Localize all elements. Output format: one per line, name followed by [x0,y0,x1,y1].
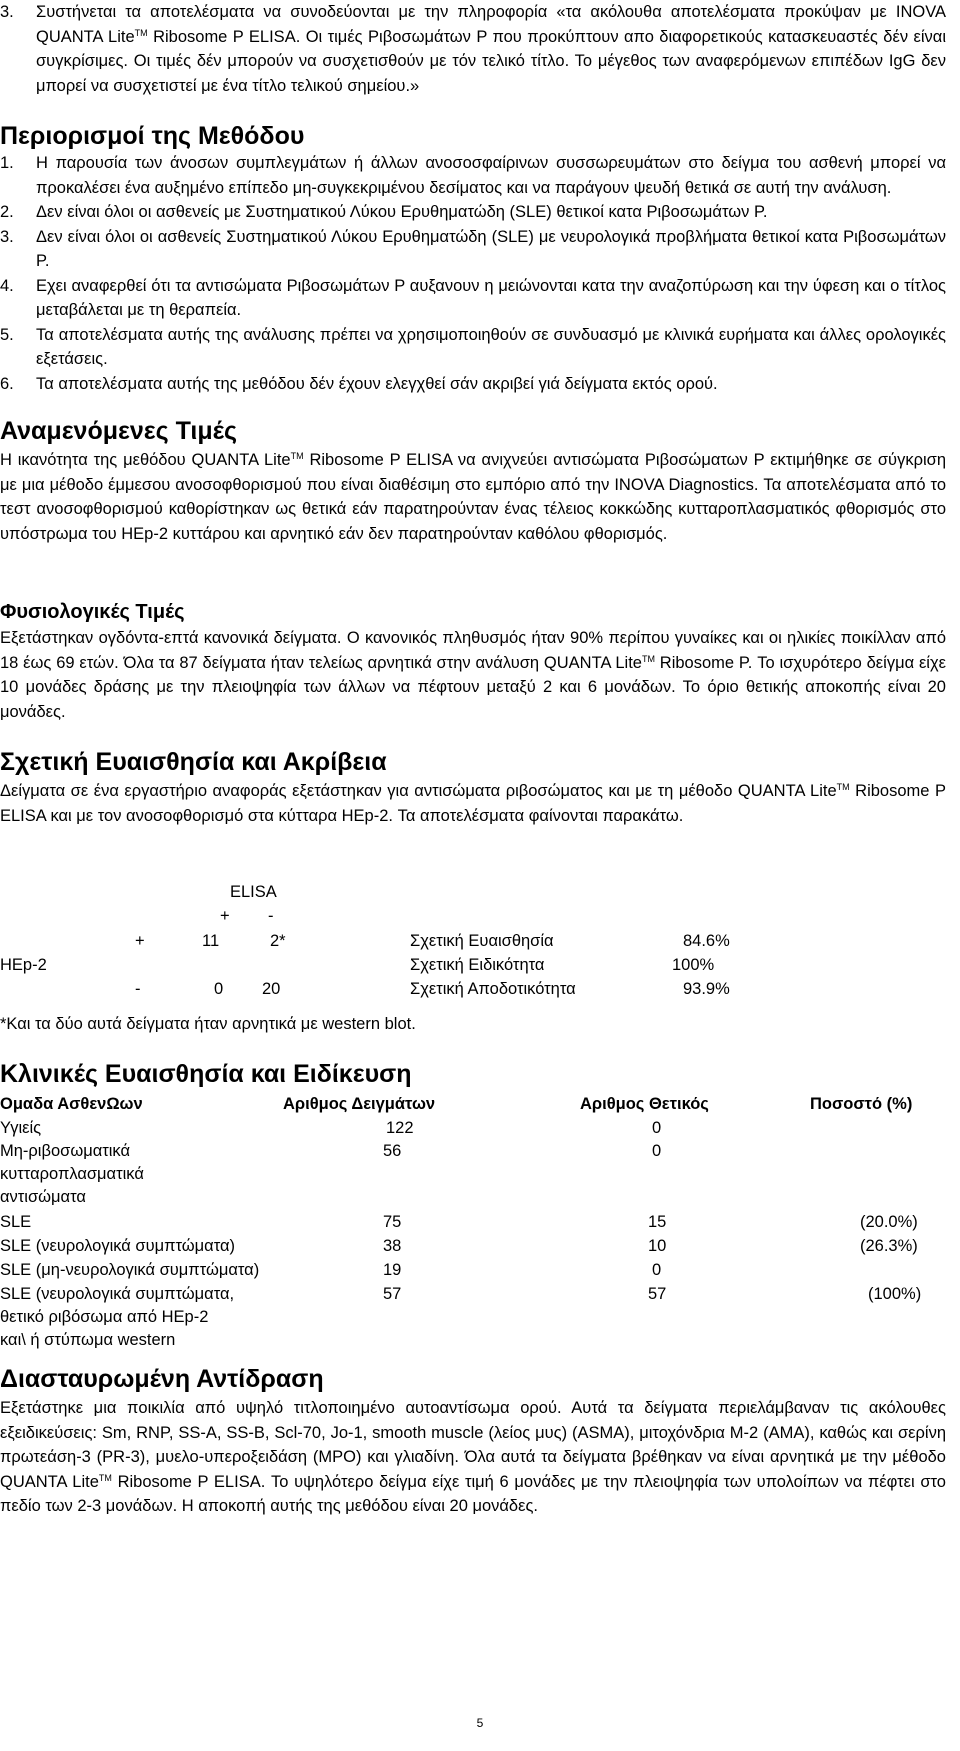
interpretation-item-3 [0,0,946,98]
row-positive: 0 [652,1142,662,1160]
row-percent: (20.0%) [860,1213,918,1231]
stat-label: Σχετική Αποδοτικότητα [410,980,576,998]
row-samples: 38 [383,1237,402,1255]
row-group: SLE (νευρολογικά συμπτώματα) [0,1237,236,1255]
item-text: Συστήνεται τα αποτελέσματα να συνοδεύονται με την πληροφορία «τα ακόλουθα αποτελέσματα προκύψαν με INOVA QUANTA Lite™ Ribosome P ELISA. Οι τιμές Ριβοσωμάτων Ρ που προκύπτουν απο διαφορετικούς κατασκευαστές δέν είναι συγκρίσιμες. Οι τιμές δέν μπορούν να συσχετισθούν με τόν τελικό τίτλο. Το μέγεθος των αναφερόμενων επιπέδων IgG δεν μπορεί να συσχετιστεί με ένα τίτλο τελικού σημείου.» [36,3,946,95]
stat-value: 84.6% [683,932,730,950]
row-minus-elisa-pos: 0 [214,980,224,998]
row-samples: 122 [386,1119,414,1137]
row-minus-elisa-neg: 20 [262,980,281,998]
limitation-item: 1. Η παρουσία των άνοσων συμπλεγμάτων ή άλλων ανοσοσφαίρινων συσσωρευμάτων στο δείγμα του ασθενή μπορεί να προκαλέσει ένα αυξημένο επίπεδο μη-συγκεκριμένου δεσίματος και να παράγουν ψευδή θετικά σε αυτή την ανάλυση. [0,154,946,197]
item-number: 3. [0,3,14,21]
physiological-values-text: Εξετάστηκαν ογδόντα-επτά κανονικά δείγματα. Ο κανονικός πληθυσμός ήταν 90% περίπου γυναίκες και οι ηλικίες ποικίλλαν από 18 έως 69 ετών. Όλα τα 87 δείγματα ήταν τελείως αρνητικά στην ανάλυση QUANTA Lite™ Ribosome P. Το ισχυρότερο δείγμα είχε 10 μονάδες δράσης με την πλειοψηφία των άλλων να πέφτουν μεταξύ 2 και 6 μονάδων. Το όριο θετικής αποκοπής είναι 20 μονάδες. [0,629,946,721]
elisa-header: ELISA [230,883,277,901]
cross-reactivity-text: Εξετάστηκε μια πoικιλία από υψηλό τιτλοποιημένο αυτοαντίσωμα ορού. Αυτά τα δείγματα περιελάμβαναν τις ακόλουθες εξειδικεύσεις: Sm, RNP, SS-A, SS-B, Scl-70, Jo-1, smooth muscle (λείος μυς) (ASMA), μιτοχόνδρια M-2 (AMA), καθώς και σερίνη πρωτεάση-3 (PR-3), μυελο-υπεροξειδάση (MPO) και γλιαδίνη. Όλα αυτά τα δείγματα βρέθηκαν να είναι αρνητικά με την μέθοδο QUANTA Lite™ Ribosome P ELISA. Το υψηλότερο δείγμα είχε τιμή 6 μονάδες με την πλειοψηφία των υπολοίπων να πέφτει στο πεδίο των 2-3 μονάδων. Η αποκοπή αυτής της μεθόδου είναι 20 μονάδες. [0,1399,946,1515]
row-plus-sign: + [135,932,145,950]
row-samples: 75 [383,1213,402,1231]
limitation-item: 4. Εχει αναφερθεί ότι τα αντισώματα Ριβοσωμάτων P αυξανουν η μειώνονται κατα την αναζοπύρωση και την ύφεση και ο τίτλος μεταβάλεται με τη θεραπεία. [0,276,946,319]
hep2-label: HEp-2 [0,956,47,974]
limitations-heading: Περιορισμοί της Μεθόδου [0,122,305,150]
limitation-item: 2. Δεν είναι όλοι οι ασθενείς με Συστηματικού Λύκου Ερυθηματώδη (SLE) θετικοί κατα Ριβοσωμάτων P. [0,203,768,221]
row-group: αντισώματα [0,1188,86,1206]
row-positive: 10 [648,1237,667,1255]
row-group: SLE [0,1213,32,1231]
expected-values-text: Η ικανότητα της μεθόδου QUANTA Lite™ Ribosome P ELISA να ανιχνεύει αντισώματα Ριβοσώματων P εκτιμήθηκε σε σύγκριση με μια μέθοδο έμμεσου ανοσοφθορισμού που είναι διαθέσιμη στο εμπόριο από την INOVA Diagnostics. Τα αποτελέσματα από το τεστ ανοσοφθορισμού καθορίστηκαν ως θετικά εάν παρατηρούνταν ένας τέλειος κοκκώδης κυτταροπλασματικός φθορισμός στο υπόστρωμα του HEp-2 κυττάρου και αρνητικό εάν δεν παρατηρούνταν καθόλου φθορισμός. [0,451,946,543]
stat-value: 100% [672,956,715,974]
row-group: SLE (νευρολογικά συμπτώματα, [0,1285,235,1303]
stat-label: Σχετική Ευαισθησία [410,932,554,950]
row-group: θετικό ριβόσωμα από HEp-2 [0,1308,209,1326]
row-samples: 19 [383,1261,402,1279]
elisa-plus-header: + [220,907,230,925]
limitations-list [0,151,946,396]
col-header-percent: Ποσοστό (%) [810,1095,913,1113]
row-group: κυτταροπλασματικά [0,1165,144,1183]
row-group: Υγιείς [0,1119,42,1137]
row-positive: 0 [652,1261,662,1279]
row-positive: 57 [648,1285,667,1303]
row-group: Μη-ριβοσωματικά [0,1142,131,1160]
expected-values-heading: Αναμενόμενες Τιμές [0,417,237,445]
row-percent: (100%) [868,1285,922,1303]
row-samples: 56 [383,1142,402,1160]
stat-label: Σχετική Ειδικότητα [410,956,545,974]
col-header-group: Ομαδα ΑσθενΩων [0,1095,143,1113]
clinical-heading: Κλινικές Ευαισθησία και Ειδίκευση [0,1060,412,1088]
row-samples: 57 [383,1285,402,1303]
col-header-positive: Αριθμος Θετικός [580,1095,709,1113]
relative-sensitivity-text: Δείγματα σε ένα εργαστήριο αναφοράς εξετάστηκαν για αντισώματα ριβοσώματος και με τη μέθοδο QUANTA Lite™ Ribosome P ELISA και με τον ανοσοφθορισμό στα κύτταρα HEp-2. Τα αποτελέσματα φαίνονται παρακάτω. [0,782,946,825]
physiological-values-heading: Φυσιολογικές Τιμές [0,601,185,623]
col-header-samples: Αριθμος Δειγμάτων [283,1095,436,1113]
limitation-item: 5. Τα αποτελέσματα αυτής της ανάλυσης πρέπει να χρησιμοποιηθούν σε συνδυασμό με κλινικά ευρήματα και άλλες ορολογικές εξετάσεις. [0,325,946,368]
row-positive: 15 [648,1213,667,1231]
table-footnote: *Και τα δύο αυτά δείγματα ήταν αρνητικά με western blot. [0,1015,416,1033]
cross-reactivity-heading: Διασταυρωμένη Αντίδραση [0,1365,324,1393]
page-number: 5 [476,1716,484,1730]
elisa-minus-header: - [268,907,274,925]
limitation-item: 3. Δεν είναι όλοι οι ασθενείς Συστηματικού Λύκου Ερυθηματώδη (SLE) με νευρολογικά προβλήματα θετικοί κατα Ριβοσωμάτων P. [0,227,946,270]
stat-value: 93.9% [683,980,730,998]
row-positive: 0 [652,1119,662,1137]
row-percent: (26.3%) [860,1237,918,1255]
row-minus-sign: - [135,980,141,998]
row-group: SLE (μη-νευρολογικά συμπτώματα) [0,1261,260,1279]
relative-sensitivity-heading: Σχετική Ευαισθησία και Ακρίβεια [0,748,387,776]
limitation-item: 6. Τα αποτελέσματα αυτής της μεθόδου δέν έχουν ελεγχθεί σάν ακριβεί γιά δείγματα εκτός ορού. [0,374,718,393]
row-plus-elisa-neg: 2* [270,932,286,950]
row-group: και\ ή στύπωμα western [0,1331,176,1349]
row-plus-elisa-pos: 11 [202,932,220,950]
